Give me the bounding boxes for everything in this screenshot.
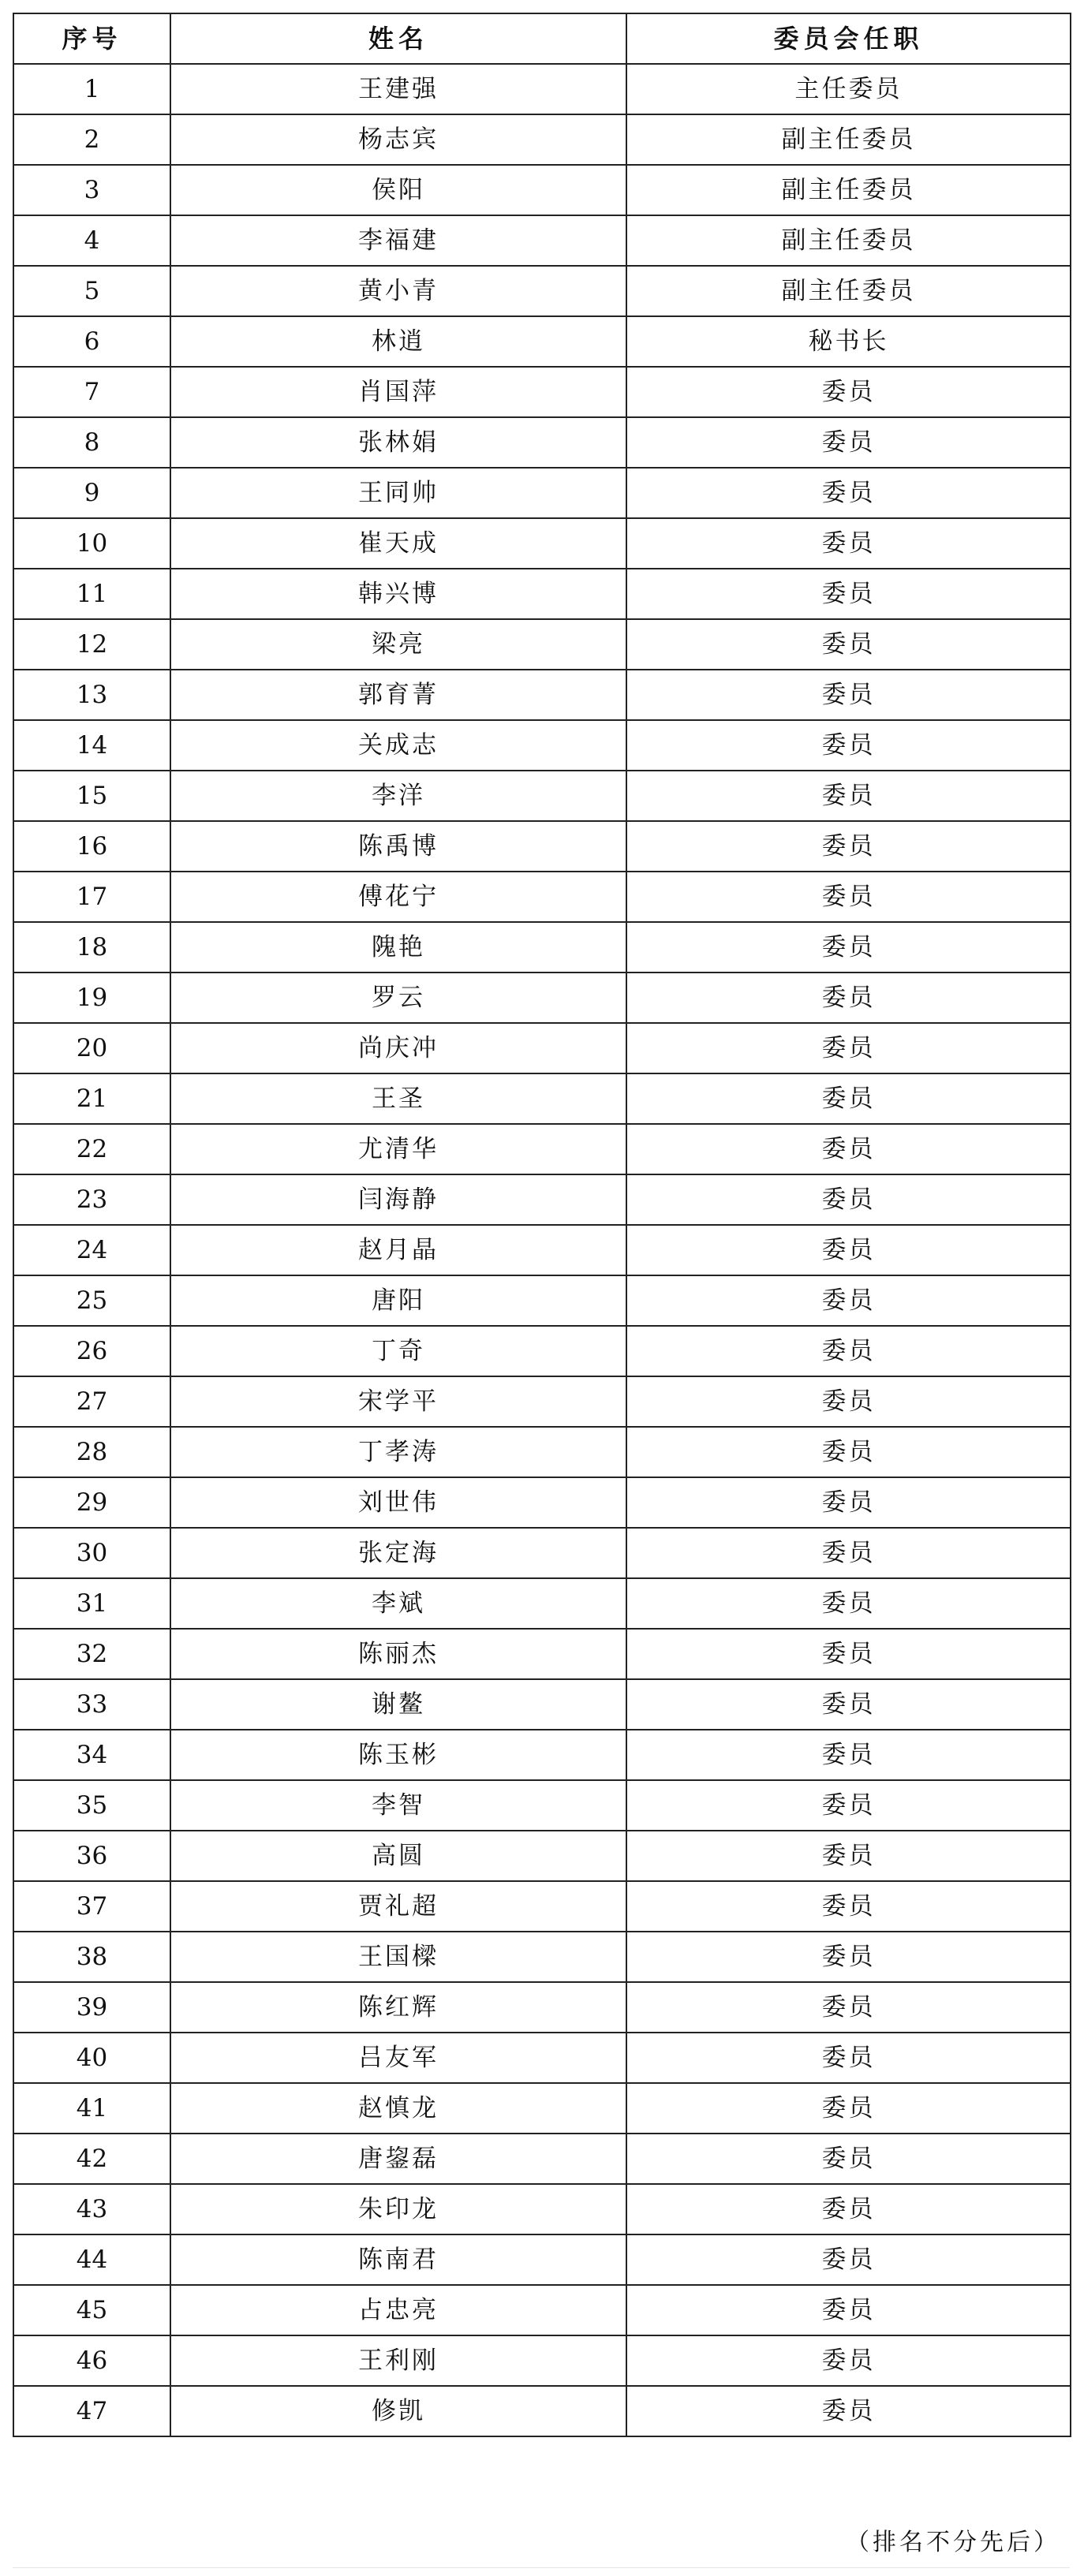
member-name: 杨志宾 [170, 114, 626, 165]
header-name: 姓名 [170, 13, 626, 64]
member-position: 委员 [626, 1780, 1071, 1831]
member-position: 委员 [626, 1932, 1071, 1982]
row-index: 33 [13, 1679, 170, 1730]
table-row [13, 1376, 1071, 1427]
member-position: 委员 [626, 1730, 1071, 1780]
member-position: 委员 [626, 2033, 1071, 2083]
table-row [13, 266, 1071, 316]
member-position: 委员 [626, 1275, 1071, 1326]
row-index: 39 [13, 1982, 170, 2033]
member-position: 委员 [626, 1427, 1071, 1477]
row-index: 20 [13, 1023, 170, 1073]
table-row [13, 619, 1071, 670]
member-name: 李洋 [170, 771, 626, 821]
member-name: 尚庆冲 [170, 1023, 626, 1073]
member-position: 委员 [626, 619, 1071, 670]
member-name: 陈南君 [170, 2234, 626, 2285]
row-index: 4 [13, 215, 170, 266]
row-index: 16 [13, 821, 170, 872]
member-name: 赵慎龙 [170, 2083, 626, 2134]
table-row [13, 2134, 1071, 2184]
table-row [13, 1831, 1071, 1881]
member-position: 主任委员 [626, 64, 1071, 114]
header-row [13, 13, 1071, 64]
member-position: 委员 [626, 1578, 1071, 1629]
row-index: 26 [13, 1326, 170, 1376]
table-row [13, 165, 1071, 215]
committee-member-table [13, 13, 1071, 2437]
table-row [13, 1780, 1071, 1831]
member-position: 委员 [626, 670, 1071, 720]
table-row [13, 367, 1071, 417]
table-row [13, 2184, 1071, 2234]
member-position: 委员 [626, 2285, 1071, 2335]
table-row [13, 316, 1071, 367]
member-name: 隗艳 [170, 922, 626, 973]
row-index: 47 [13, 2386, 170, 2436]
member-position: 委员 [626, 1528, 1071, 1578]
member-position: 委员 [626, 417, 1071, 468]
row-index: 35 [13, 1780, 170, 1831]
table-row [13, 2386, 1071, 2436]
table-row [13, 569, 1071, 619]
member-position: 委员 [626, 1073, 1071, 1124]
row-index: 18 [13, 922, 170, 973]
member-position: 委员 [626, 1629, 1071, 1679]
member-position: 副主任委员 [626, 165, 1071, 215]
member-position: 副主任委员 [626, 266, 1071, 316]
member-name: 傅花宁 [170, 872, 626, 922]
member-name: 尤清华 [170, 1124, 626, 1174]
table-row [13, 1427, 1071, 1477]
member-name: 李斌 [170, 1578, 626, 1629]
ranking-footnote: （排名不分先后） [846, 2529, 1060, 2556]
member-name: 吕友军 [170, 2033, 626, 2083]
member-name: 王利刚 [170, 2335, 626, 2386]
table-row [13, 973, 1071, 1023]
member-position: 委员 [626, 821, 1071, 872]
member-name: 占忠亮 [170, 2285, 626, 2335]
member-position: 委员 [626, 1376, 1071, 1427]
member-name: 丁奇 [170, 1326, 626, 1376]
member-name: 王圣 [170, 1073, 626, 1124]
member-name: 陈禹博 [170, 821, 626, 872]
member-position: 委员 [626, 2134, 1071, 2184]
row-index: 28 [13, 1427, 170, 1477]
row-index: 45 [13, 2285, 170, 2335]
member-name: 陈红辉 [170, 1982, 626, 2033]
table-row [13, 670, 1071, 720]
member-name: 王同帅 [170, 468, 626, 518]
member-position: 委员 [626, 1124, 1071, 1174]
table-row [13, 720, 1071, 771]
table-row [13, 64, 1071, 114]
member-position: 委员 [626, 720, 1071, 771]
row-index: 34 [13, 1730, 170, 1780]
member-name: 贾礼超 [170, 1881, 626, 1932]
member-position: 委员 [626, 1831, 1071, 1881]
member-position: 副主任委员 [626, 114, 1071, 165]
row-index: 44 [13, 2234, 170, 2285]
table-row [13, 2033, 1071, 2083]
table-row [13, 468, 1071, 518]
row-index: 8 [13, 417, 170, 468]
table-row [13, 821, 1071, 872]
member-position: 委员 [626, 1174, 1071, 1225]
member-name: 李智 [170, 1780, 626, 1831]
table-row [13, 1275, 1071, 1326]
table-row [13, 1932, 1071, 1982]
table-row [13, 1881, 1071, 1932]
table-row [13, 2083, 1071, 2134]
table-header [13, 13, 1071, 64]
row-index: 14 [13, 720, 170, 771]
member-position: 委员 [626, 2234, 1071, 2285]
member-name: 宋学平 [170, 1376, 626, 1427]
member-position: 委员 [626, 367, 1071, 417]
member-name: 韩兴博 [170, 569, 626, 619]
row-index: 22 [13, 1124, 170, 1174]
table-row [13, 872, 1071, 922]
member-name: 陈玉彬 [170, 1730, 626, 1780]
row-index: 5 [13, 266, 170, 316]
table-row [13, 922, 1071, 973]
table-row [13, 417, 1071, 468]
member-position: 委员 [626, 2184, 1071, 2234]
member-position: 委员 [626, 771, 1071, 821]
member-position: 委员 [626, 922, 1071, 973]
member-position: 委员 [626, 1023, 1071, 1073]
header-index: 序号 [13, 13, 170, 64]
member-name: 罗云 [170, 973, 626, 1023]
member-name: 朱印龙 [170, 2184, 626, 2234]
member-name: 高圆 [170, 1831, 626, 1881]
row-index: 9 [13, 468, 170, 518]
row-index: 2 [13, 114, 170, 165]
member-name: 刘世伟 [170, 1477, 626, 1528]
member-name: 张定海 [170, 1528, 626, 1578]
row-index: 36 [13, 1831, 170, 1881]
table-row [13, 2234, 1071, 2285]
table-body [13, 64, 1071, 2436]
row-index: 7 [13, 367, 170, 417]
row-index: 11 [13, 569, 170, 619]
table-row [13, 771, 1071, 821]
header-position: 委员会任职 [626, 13, 1071, 64]
table-row [13, 518, 1071, 569]
member-name: 林逍 [170, 316, 626, 367]
table-row [13, 2285, 1071, 2335]
table-row [13, 1124, 1071, 1174]
member-name: 梁亮 [170, 619, 626, 670]
table-row [13, 1174, 1071, 1225]
table-row [13, 2335, 1071, 2386]
row-index: 15 [13, 771, 170, 821]
member-name: 谢鳌 [170, 1679, 626, 1730]
member-position: 委员 [626, 872, 1071, 922]
row-index: 6 [13, 316, 170, 367]
member-name: 赵月晶 [170, 1225, 626, 1275]
member-position: 委员 [626, 973, 1071, 1023]
member-position: 委员 [626, 1982, 1071, 2033]
row-index: 38 [13, 1932, 170, 1982]
member-position: 委员 [626, 1881, 1071, 1932]
member-position: 委员 [626, 2386, 1071, 2436]
table-row [13, 1578, 1071, 1629]
table-row [13, 1629, 1071, 1679]
member-name: 唐鋆磊 [170, 2134, 626, 2184]
bottom-divider [13, 2567, 1070, 2568]
row-index: 41 [13, 2083, 170, 2134]
row-index: 23 [13, 1174, 170, 1225]
member-position: 委员 [626, 468, 1071, 518]
member-position: 秘书长 [626, 316, 1071, 367]
table-row [13, 215, 1071, 266]
row-index: 42 [13, 2134, 170, 2184]
table-row [13, 1477, 1071, 1528]
member-position: 委员 [626, 2335, 1071, 2386]
member-position: 委员 [626, 518, 1071, 569]
row-index: 30 [13, 1528, 170, 1578]
row-index: 13 [13, 670, 170, 720]
row-index: 43 [13, 2184, 170, 2234]
member-name: 王建强 [170, 64, 626, 114]
member-name: 丁孝涛 [170, 1427, 626, 1477]
row-index: 24 [13, 1225, 170, 1275]
member-name: 陈丽杰 [170, 1629, 626, 1679]
table-row [13, 1528, 1071, 1578]
row-index: 29 [13, 1477, 170, 1528]
row-index: 32 [13, 1629, 170, 1679]
member-position: 委员 [626, 1477, 1071, 1528]
table-row [13, 1679, 1071, 1730]
member-name: 崔天成 [170, 518, 626, 569]
member-position: 委员 [626, 1326, 1071, 1376]
table-row [13, 1073, 1071, 1124]
member-name: 修凯 [170, 2386, 626, 2436]
row-index: 19 [13, 973, 170, 1023]
member-name: 关成志 [170, 720, 626, 771]
member-position: 委员 [626, 1679, 1071, 1730]
member-position: 副主任委员 [626, 215, 1071, 266]
table-row [13, 1730, 1071, 1780]
row-index: 12 [13, 619, 170, 670]
member-name: 侯阳 [170, 165, 626, 215]
row-index: 21 [13, 1073, 170, 1124]
row-index: 3 [13, 165, 170, 215]
row-index: 46 [13, 2335, 170, 2386]
member-position: 委员 [626, 2083, 1071, 2134]
member-name: 唐阳 [170, 1275, 626, 1326]
table-row [13, 1023, 1071, 1073]
member-name: 张林娟 [170, 417, 626, 468]
row-index: 31 [13, 1578, 170, 1629]
member-name: 郭育菁 [170, 670, 626, 720]
member-name: 王国樑 [170, 1932, 626, 1982]
row-index: 17 [13, 872, 170, 922]
member-name: 李福建 [170, 215, 626, 266]
row-index: 25 [13, 1275, 170, 1326]
member-name: 闫海静 [170, 1174, 626, 1225]
row-index: 40 [13, 2033, 170, 2083]
row-index: 27 [13, 1376, 170, 1427]
member-position: 委员 [626, 569, 1071, 619]
member-name: 黄小青 [170, 266, 626, 316]
member-name: 肖国萍 [170, 367, 626, 417]
table-row [13, 1326, 1071, 1376]
table-row [13, 1225, 1071, 1275]
table-row [13, 1982, 1071, 2033]
table-row [13, 114, 1071, 165]
member-position: 委员 [626, 1225, 1071, 1275]
row-index: 10 [13, 518, 170, 569]
row-index: 1 [13, 64, 170, 114]
row-index: 37 [13, 1881, 170, 1932]
